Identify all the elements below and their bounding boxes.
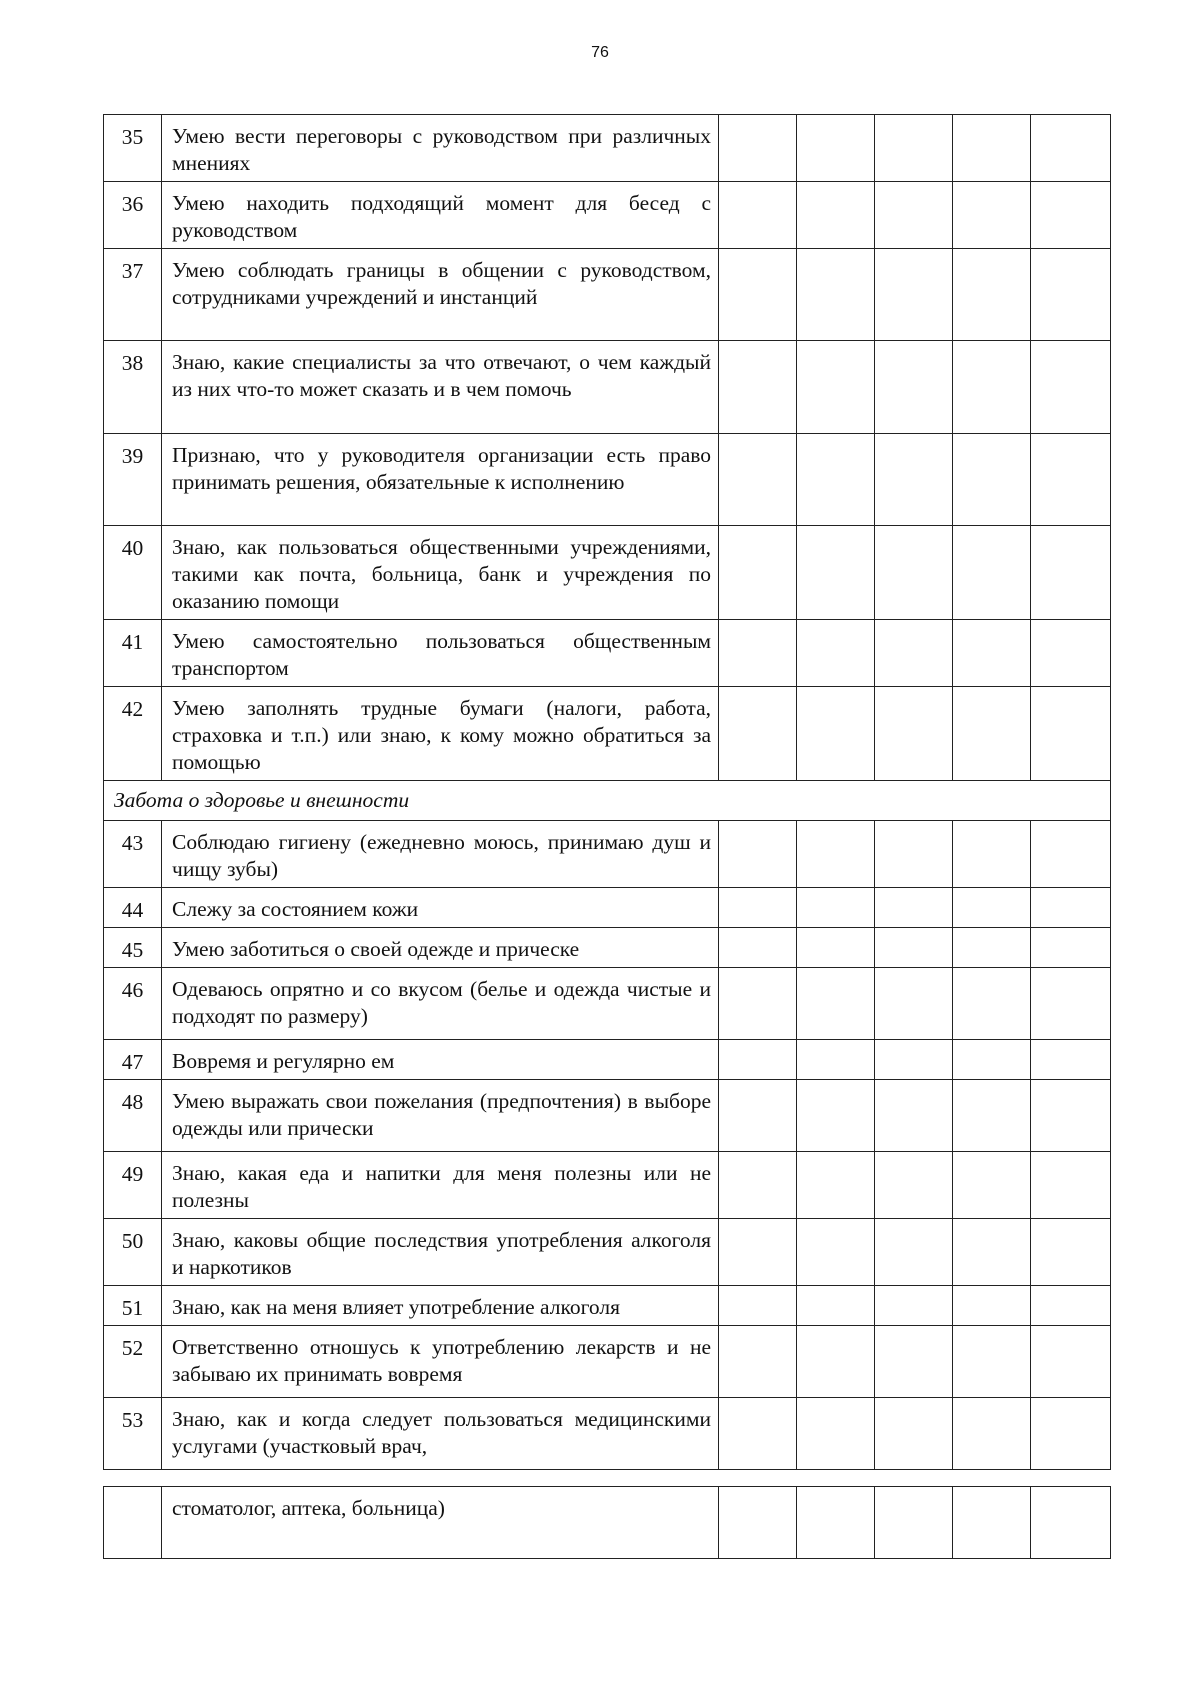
rating-cell[interactable] xyxy=(797,1326,875,1398)
rating-cell[interactable] xyxy=(719,434,797,526)
skill-text: Признаю, что у руководителя организации есть право принимать решения, обязательные к исполнению xyxy=(162,434,719,526)
rating-cell[interactable] xyxy=(719,526,797,620)
rating-cell[interactable] xyxy=(875,687,953,781)
skill-text: Слежу за состоянием кожи xyxy=(162,888,719,928)
row-number: 36 xyxy=(104,182,162,249)
rating-cell[interactable] xyxy=(797,928,875,968)
rating-cell[interactable] xyxy=(875,928,953,968)
rating-cell[interactable] xyxy=(875,1398,953,1470)
rating-cell[interactable] xyxy=(797,182,875,249)
rating-cell[interactable] xyxy=(953,888,1031,928)
skill-text: Знаю, как на меня влияет употребление алкоголя xyxy=(162,1286,719,1326)
rating-cell[interactable] xyxy=(875,1219,953,1286)
rating-cell[interactable] xyxy=(719,1080,797,1152)
rating-cell[interactable] xyxy=(953,249,1031,341)
table-row xyxy=(104,687,1111,781)
row-number: 35 xyxy=(104,115,162,182)
table-row xyxy=(104,1152,1111,1219)
rating-cell[interactable] xyxy=(875,1286,953,1326)
rating-cell[interactable] xyxy=(875,968,953,1040)
rating-cell[interactable] xyxy=(953,1040,1031,1080)
rating-cell[interactable] xyxy=(1031,434,1111,526)
table-row xyxy=(104,115,1111,182)
row-number xyxy=(104,1487,162,1559)
rating-cell[interactable] xyxy=(875,1326,953,1398)
row-number: 39 xyxy=(104,434,162,526)
rating-cell[interactable] xyxy=(719,1286,797,1326)
rating-cell[interactable] xyxy=(797,1040,875,1080)
rating-cell[interactable] xyxy=(719,1219,797,1286)
rating-cell[interactable] xyxy=(719,115,797,182)
rating-cell[interactable] xyxy=(719,1487,797,1559)
rating-cell[interactable] xyxy=(719,1398,797,1470)
rating-cell[interactable] xyxy=(797,821,875,888)
skill-text: Умею находить подходящий момент для бесед с руководством xyxy=(162,182,719,249)
rating-cell[interactable] xyxy=(875,249,953,341)
table-row xyxy=(104,182,1111,249)
rating-cell[interactable] xyxy=(797,888,875,928)
rating-cell[interactable] xyxy=(953,1398,1031,1470)
rating-cell[interactable] xyxy=(875,434,953,526)
rating-cell[interactable] xyxy=(953,968,1031,1040)
rating-cell[interactable] xyxy=(1031,341,1111,434)
rating-cell[interactable] xyxy=(875,115,953,182)
rating-cell[interactable] xyxy=(1031,620,1111,687)
rating-cell[interactable] xyxy=(1031,1398,1111,1470)
rating-cell[interactable] xyxy=(1031,526,1111,620)
rating-cell[interactable] xyxy=(875,1040,953,1080)
rating-cell[interactable] xyxy=(1031,1219,1111,1286)
rating-cell[interactable] xyxy=(953,1326,1031,1398)
skill-text: Умею вести переговоры с руководством при различных мнениях xyxy=(162,115,719,182)
rating-cell[interactable] xyxy=(1031,1286,1111,1326)
row-number: 44 xyxy=(104,888,162,928)
row-number: 50 xyxy=(104,1219,162,1286)
rating-cell[interactable] xyxy=(1031,1487,1111,1559)
rating-cell[interactable] xyxy=(719,182,797,249)
row-number: 40 xyxy=(104,526,162,620)
table-row xyxy=(104,1080,1111,1152)
rating-cell[interactable] xyxy=(797,1487,875,1559)
table-row xyxy=(104,821,1111,888)
skill-text: Умею выражать свои пожелания (предпочтения) в выборе одежды или прически xyxy=(162,1080,719,1152)
row-number: 42 xyxy=(104,687,162,781)
rating-cell[interactable] xyxy=(875,1487,953,1559)
row-number: 38 xyxy=(104,341,162,434)
rating-cell[interactable] xyxy=(953,1286,1031,1326)
rating-cell[interactable] xyxy=(797,968,875,1040)
row-number: 52 xyxy=(104,1326,162,1398)
rating-cell[interactable] xyxy=(797,687,875,781)
rating-cell[interactable] xyxy=(1031,821,1111,888)
row-number: 49 xyxy=(104,1152,162,1219)
rating-cell[interactable] xyxy=(797,526,875,620)
rating-cell[interactable] xyxy=(953,1219,1031,1286)
rating-cell[interactable] xyxy=(1031,888,1111,928)
rating-cell[interactable] xyxy=(1031,1040,1111,1080)
rating-cell[interactable] xyxy=(1031,1152,1111,1219)
rating-cell[interactable] xyxy=(797,1080,875,1152)
rating-cell[interactable] xyxy=(797,620,875,687)
skill-text: Соблюдаю гигиену (ежедневно моюсь, принимаю душ и чищу зубы) xyxy=(162,821,719,888)
rating-cell[interactable] xyxy=(1031,249,1111,341)
rating-cell[interactable] xyxy=(875,821,953,888)
rating-cell[interactable] xyxy=(1031,968,1111,1040)
rating-cell[interactable] xyxy=(875,620,953,687)
table-row xyxy=(104,249,1111,341)
table-row xyxy=(104,1040,1111,1080)
rating-cell[interactable] xyxy=(719,1152,797,1219)
rating-cell[interactable] xyxy=(719,687,797,781)
rating-cell[interactable] xyxy=(953,182,1031,249)
skill-text: Умею соблюдать границы в общении с руководством, сотрудниками учреждений и инстанций xyxy=(162,249,719,341)
rating-cell[interactable] xyxy=(953,434,1031,526)
skill-text: Ответственно отношусь к употреблению лекарств и не забываю их принимать вовремя xyxy=(162,1326,719,1398)
skill-text: Знаю, какие специалисты за что отвечают, о чем каждый из них что-то может сказать и в чем помочь xyxy=(162,341,719,434)
rating-cell[interactable] xyxy=(719,1326,797,1398)
row-number: 37 xyxy=(104,249,162,341)
rating-cell[interactable] xyxy=(1031,687,1111,781)
rating-cell[interactable] xyxy=(875,1152,953,1219)
row-number: 48 xyxy=(104,1080,162,1152)
table-row xyxy=(104,1286,1111,1326)
table-row xyxy=(104,1219,1111,1286)
row-number: 51 xyxy=(104,1286,162,1326)
rating-cell[interactable] xyxy=(953,1080,1031,1152)
rating-cell[interactable] xyxy=(797,341,875,434)
row-number: 45 xyxy=(104,928,162,968)
rating-cell[interactable] xyxy=(1031,1080,1111,1152)
rating-cell[interactable] xyxy=(797,1286,875,1326)
rating-cell[interactable] xyxy=(1031,1326,1111,1398)
rating-cell[interactable] xyxy=(719,620,797,687)
skill-text: Умею заботиться о своей одежде и прическе xyxy=(162,928,719,968)
rating-cell[interactable] xyxy=(719,888,797,928)
skill-text: Вовремя и регулярно ем xyxy=(162,1040,719,1080)
rating-cell[interactable] xyxy=(1031,115,1111,182)
rating-cell[interactable] xyxy=(719,968,797,1040)
skill-text: Знаю, как пользоваться общественными учреждениями, такими как почта, больница, банк и учреждения по оказанию помощи xyxy=(162,526,719,620)
rating-cell[interactable] xyxy=(953,620,1031,687)
table-row xyxy=(104,434,1111,526)
rating-cell[interactable] xyxy=(797,1152,875,1219)
rating-cell[interactable] xyxy=(797,1219,875,1286)
rating-cell[interactable] xyxy=(719,928,797,968)
table-row xyxy=(104,888,1111,928)
rating-cell[interactable] xyxy=(1031,928,1111,968)
skill-text: Одеваюсь опрятно и со вкусом (белье и одежда чистые и подходят по размеру) xyxy=(162,968,719,1040)
table-row xyxy=(104,928,1111,968)
table-row xyxy=(104,968,1111,1040)
rating-cell[interactable] xyxy=(953,1487,1031,1559)
table-row xyxy=(104,1326,1111,1398)
rating-cell[interactable] xyxy=(719,341,797,434)
skill-text: Умею самостоятельно пользоваться общественным транспортом xyxy=(162,620,719,687)
rating-cell[interactable] xyxy=(797,115,875,182)
rating-cell[interactable] xyxy=(953,341,1031,434)
rating-cell[interactable] xyxy=(797,434,875,526)
rating-cell[interactable] xyxy=(797,249,875,341)
row-number: 46 xyxy=(104,968,162,1040)
rating-cell[interactable] xyxy=(875,1080,953,1152)
rating-cell[interactable] xyxy=(1031,182,1111,249)
rating-cell[interactable] xyxy=(875,526,953,620)
continuation-table xyxy=(103,1486,1111,1559)
skill-text-continuation: стоматолог, аптека, больница) xyxy=(162,1487,719,1559)
page-number: 76 xyxy=(591,44,609,61)
rating-cell[interactable] xyxy=(875,888,953,928)
rating-cell[interactable] xyxy=(719,249,797,341)
skill-text: Знаю, каковы общие последствия употребления алкоголя и наркотиков xyxy=(162,1219,719,1286)
section-row xyxy=(104,781,1111,821)
table-row xyxy=(104,341,1111,434)
rating-cell[interactable] xyxy=(953,687,1031,781)
table-row xyxy=(104,620,1111,687)
section-title: Забота о здоровье и внешности xyxy=(104,781,1111,821)
skills-table xyxy=(103,114,1111,1470)
rating-cell[interactable] xyxy=(797,1398,875,1470)
rating-cell[interactable] xyxy=(719,1040,797,1080)
rating-cell[interactable] xyxy=(953,526,1031,620)
table-row xyxy=(104,526,1111,620)
skill-text: Умею заполнять трудные бумаги (налоги, работа, страховка и т.п.) или знаю, к кому можно обратиться за помощью xyxy=(162,687,719,781)
rating-cell[interactable] xyxy=(953,1152,1031,1219)
table-row xyxy=(104,1398,1111,1470)
rating-cell[interactable] xyxy=(719,821,797,888)
row-number: 41 xyxy=(104,620,162,687)
rating-cell[interactable] xyxy=(953,928,1031,968)
skill-text: Знаю, как и когда следует пользоваться медицинскими услугами (участковый врач, xyxy=(162,1398,719,1470)
rating-cell[interactable] xyxy=(875,182,953,249)
rating-cell[interactable] xyxy=(953,115,1031,182)
table-row xyxy=(104,1487,1111,1559)
row-number: 43 xyxy=(104,821,162,888)
rating-cell[interactable] xyxy=(953,821,1031,888)
row-number: 47 xyxy=(104,1040,162,1080)
skill-text: Знаю, какая еда и напитки для меня полезны или не полезны xyxy=(162,1152,719,1219)
rating-cell[interactable] xyxy=(875,341,953,434)
row-number: 53 xyxy=(104,1398,162,1470)
